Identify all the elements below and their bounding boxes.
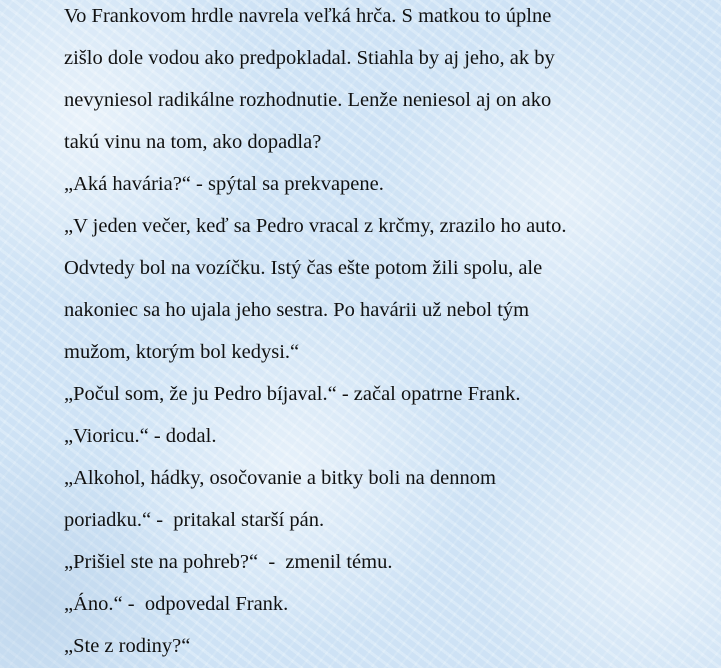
text-line: „Vioricu.“ - dodal. xyxy=(64,425,217,447)
text-line: mužom, ktorým bol kedysi.“ xyxy=(64,341,300,363)
text-line: takú vinu na tom, ako dopadla? xyxy=(64,131,322,153)
text-line: nevyniesol radikálne rozhodnutie. Lenže neniesol aj on ako xyxy=(64,89,552,111)
text-line: poriadku.“ - pritakal starší pán. xyxy=(64,509,325,531)
text-line: Odvtedy bol na vozíčku. Istý čas ešte potom žili spolu, ale xyxy=(64,257,543,279)
text-line: „Aká havária?“ - spýtal sa prekvapene. xyxy=(64,173,384,195)
text-line: „Alkohol, hádky, osočovanie a bitky boli na dennom xyxy=(64,467,496,489)
text-line: „Počul som, že ju Pedro bíjaval.“ - začal opatrne Frank. xyxy=(64,383,521,405)
text-line: „Prišiel ste na pohreb?“ - zmenil tému. xyxy=(64,551,393,573)
text-line: „Ste z rodiny?“ xyxy=(64,635,191,657)
text-line: Vo Frankovom hrdle navrela veľká hrča. S matkou to úplne xyxy=(64,5,552,27)
text-line: zišlo dole vodou ako predpokladal. Stiahla by aj jeho, ak by xyxy=(64,47,555,69)
text-line: „Áno.“ - odpovedal Frank. xyxy=(64,593,289,615)
text-line: „V jeden večer, keď sa Pedro vracal z krčmy, zrazilo ho auto. xyxy=(64,215,567,237)
text-line: nakoniec sa ho ujala jeho sestra. Po havárii už nebol tým xyxy=(64,299,530,321)
